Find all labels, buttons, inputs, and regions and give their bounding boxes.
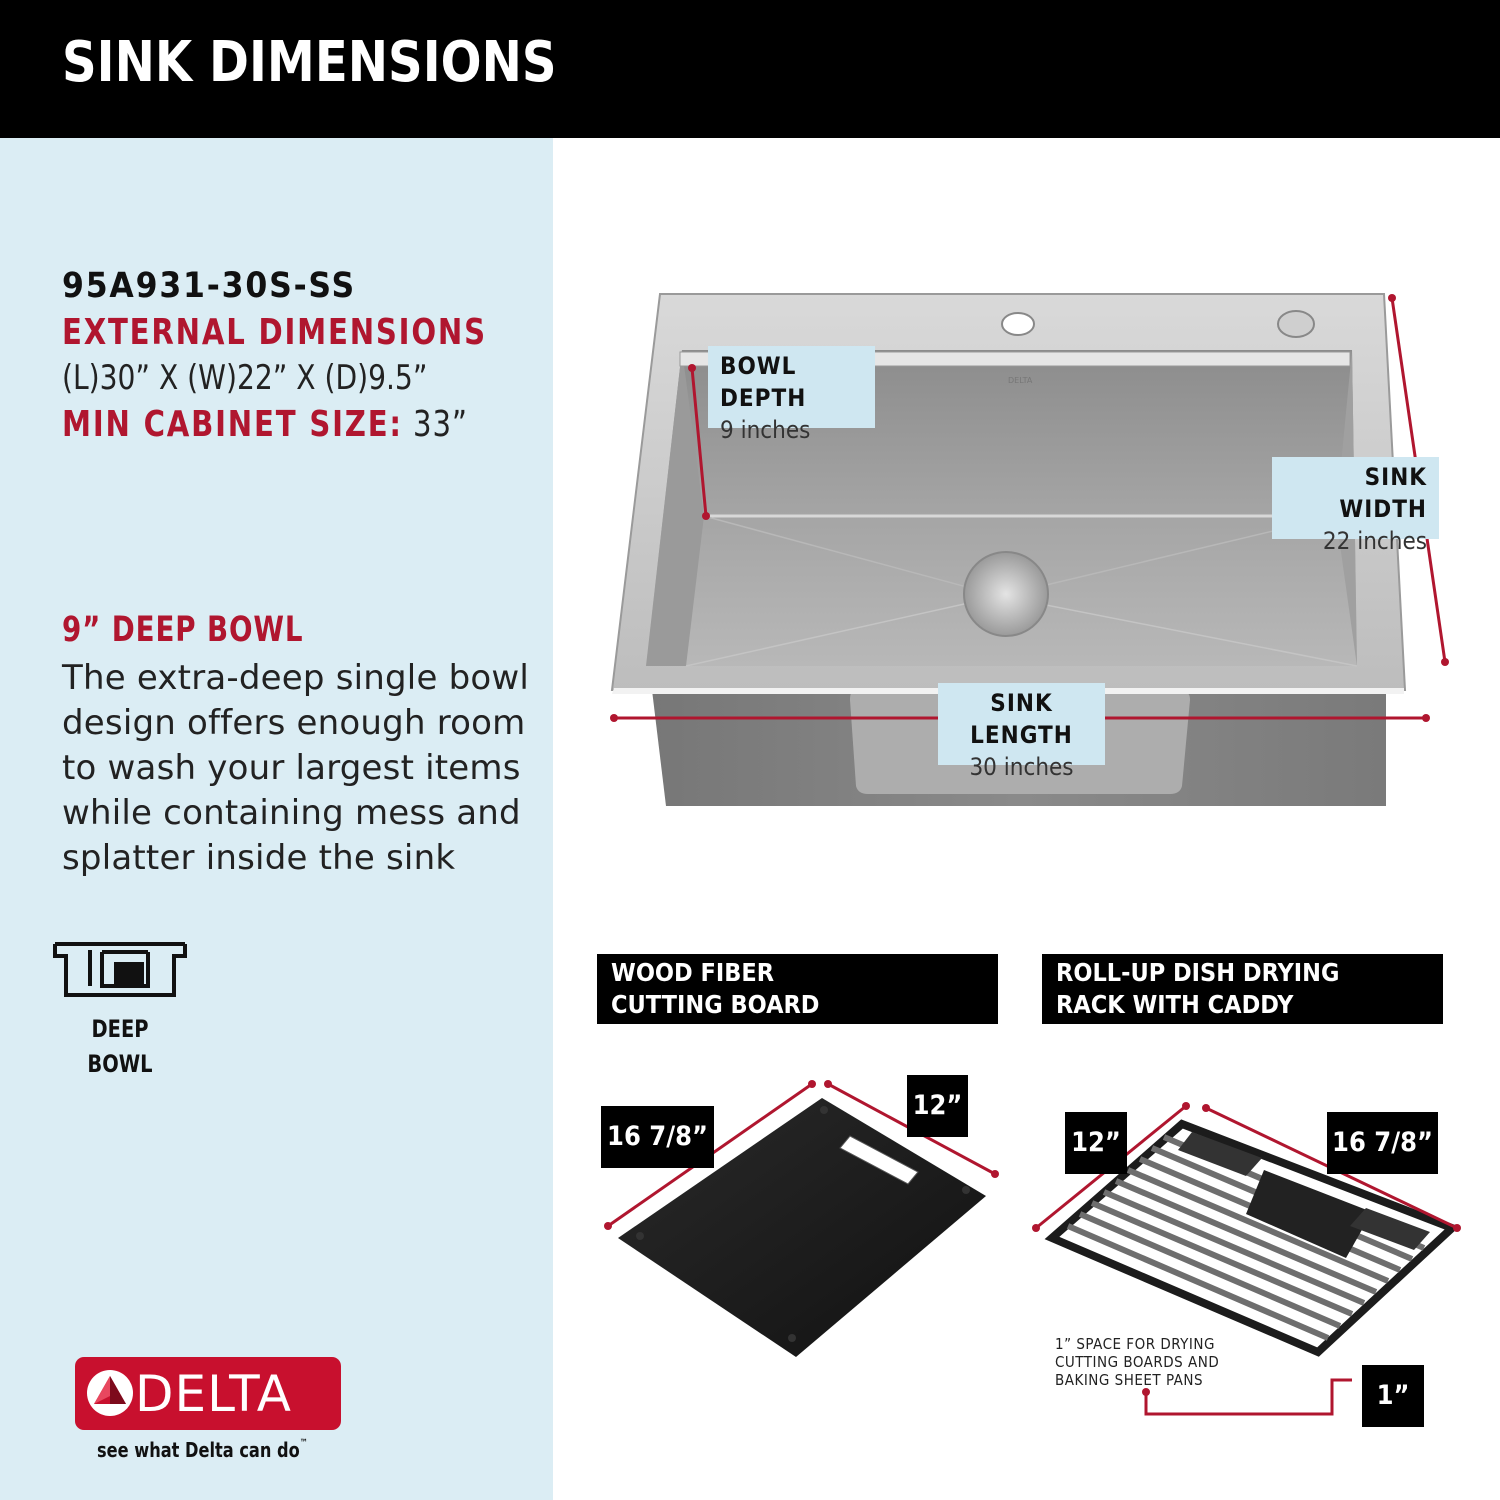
drying-rack-space-tag: 1” <box>1362 1365 1424 1427</box>
external-dimensions-heading: EXTERNAL DIMENSIONS <box>62 312 487 353</box>
bowl-depth-callout <box>708 346 875 444</box>
drying-rack-header <box>1042 954 1443 1024</box>
sink-length-title: SINK LENGTH <box>970 689 1073 749</box>
delta-logo-text: DELTA <box>135 1365 292 1423</box>
cutting-board-title-line1: WOOD FIBER <box>611 958 775 987</box>
page-title: SINK DIMENSIONS <box>62 30 557 95</box>
sink-width-callout <box>1272 457 1439 555</box>
sink-width-value: 22 inches <box>1322 527 1427 555</box>
drying-rack-width-tag: 12” <box>1065 1112 1127 1174</box>
sink-length-value: 30 inches <box>969 753 1074 781</box>
deep-bowl-label-line2: BOWL <box>87 1050 153 1078</box>
model-number: 95A931-30S-SS <box>62 266 357 306</box>
bowl-depth-title: BOWL DEPTH <box>720 352 807 412</box>
cutting-board-width-tag: 12” <box>907 1075 968 1137</box>
sink-width-title: SINK WIDTH <box>1339 463 1427 523</box>
drain <box>964 552 1048 636</box>
cutting-board-length-tag: 16 7/8” <box>601 1106 714 1168</box>
drying-rack-note-line2: CUTTING BOARDS AND <box>1055 1353 1220 1371</box>
deep-bowl-label-line1: DEEP <box>91 1015 149 1043</box>
sink-length-callout <box>938 683 1105 781</box>
min-cabinet-label: MIN CABINET SIZE: <box>62 404 403 445</box>
drying-rack-title-line2: RACK WITH CADDY <box>1056 990 1294 1019</box>
external-dimensions-value: (L)30” X (W)22” X (D)9.5” <box>62 358 428 398</box>
deep-bowl-description: The extra-deep single bowl design offers enough room to wash your largest items while containing mess and splatter inside the sink <box>62 658 530 878</box>
drying-rack-note-line1: 1” SPACE FOR DRYING <box>1055 1335 1215 1353</box>
drying-rack-note-line3: BAKING SHEET PANS <box>1055 1371 1204 1389</box>
deep-bowl-heading: 9” DEEP BOWL <box>62 610 304 650</box>
drying-rack-length-tag: 16 7/8” <box>1327 1112 1438 1174</box>
cutting-board-title-line2: CUTTING BOARD <box>611 990 820 1019</box>
drying-rack-title-line1: ROLL-UP DISH DRYING <box>1056 958 1340 987</box>
sink-stamp: DELTA <box>1008 376 1033 385</box>
brand-tagline: see what Delta can do™ <box>97 1438 308 1462</box>
faucet-hole <box>1002 313 1034 335</box>
drying-rack-note <box>1055 1335 1219 1389</box>
cutting-board-header <box>597 954 998 1024</box>
min-cabinet-value: 33” <box>402 404 468 445</box>
bowl-depth-value: 9 inches <box>720 416 811 444</box>
drain-button <box>1278 311 1314 337</box>
